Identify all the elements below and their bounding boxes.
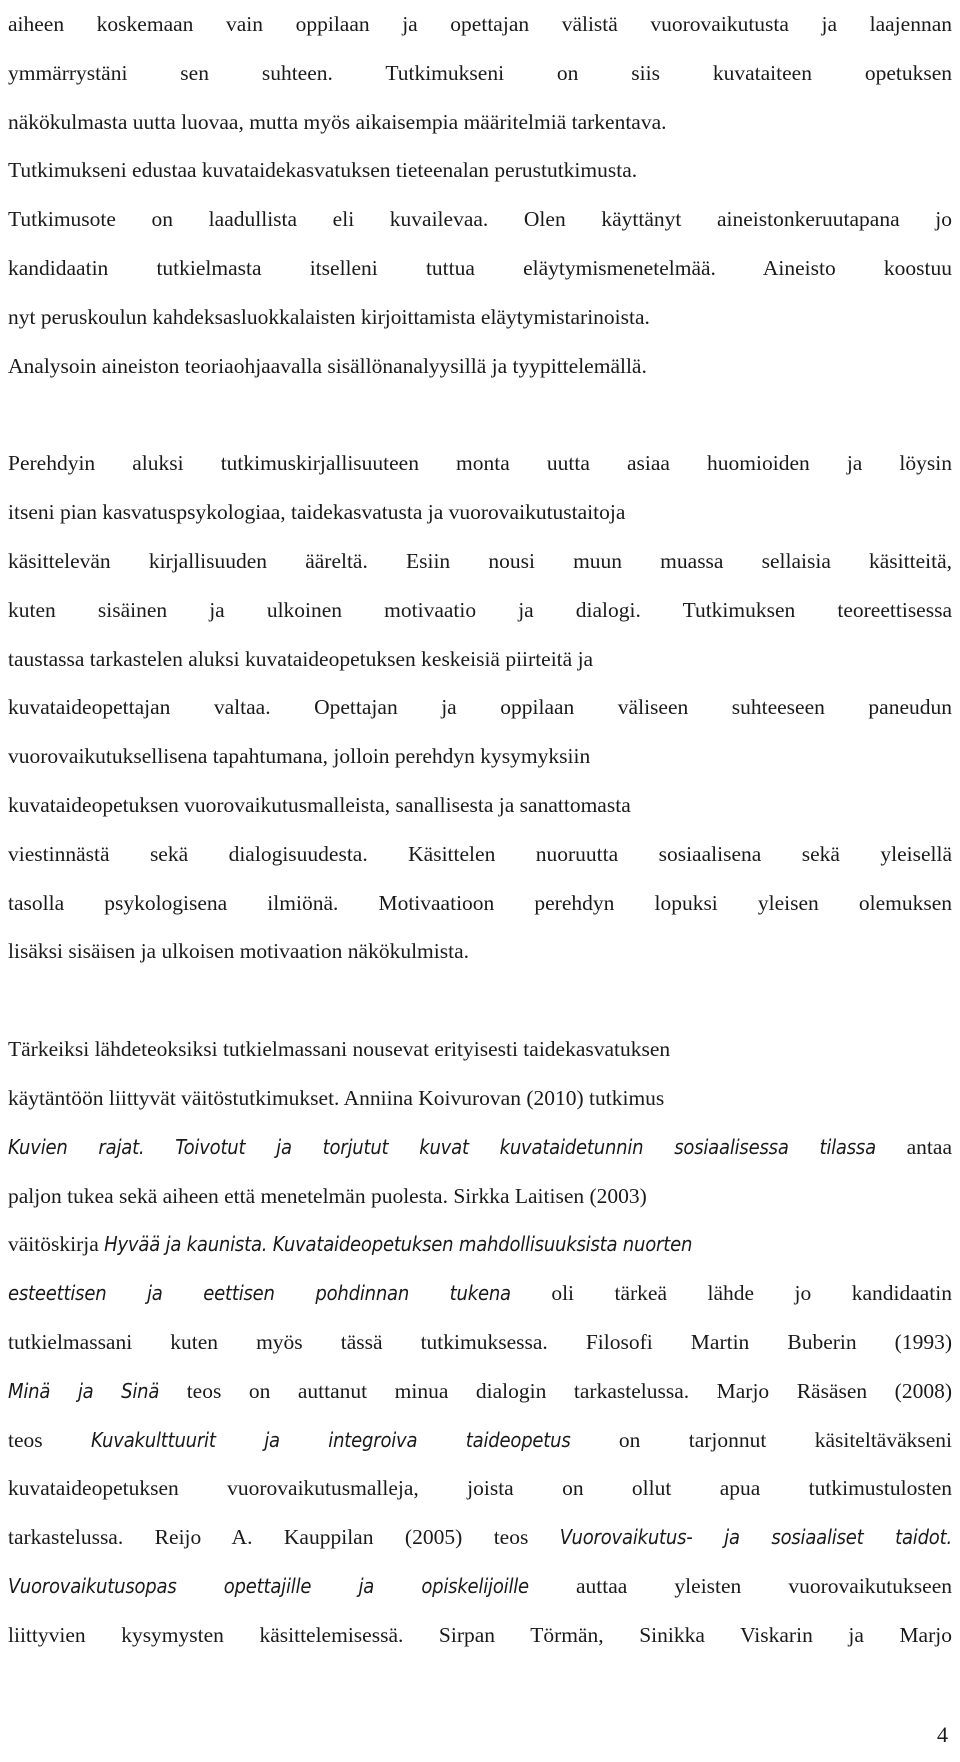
text-line <box>8 244 952 293</box>
text-line <box>8 195 952 244</box>
text-line <box>8 49 952 98</box>
document-page <box>8 0 952 1660</box>
text-line <box>8 781 952 830</box>
text-line <box>8 1123 952 1172</box>
paragraph <box>8 0 952 390</box>
text-run: lisäksi sisäisen ja ulkoisen motivaation näkökulmista. <box>8 939 470 964</box>
paragraph-gap <box>8 976 952 1025</box>
text-line <box>8 1074 952 1123</box>
text-run: Perehdyin aluksi tutkimuskirjallisuuteen monta uutta asiaa huomioiden ja löysin <box>8 451 952 476</box>
text-run: teos <box>8 1427 91 1452</box>
text-line <box>8 0 952 49</box>
text-run: kuvataideopetuksen vuorovaikutusmalleista, sanallisesta ja sanattomasta <box>8 792 631 817</box>
text-line <box>8 342 952 391</box>
text-run: liittyvien kysymysten käsittelemisessä. Sirpan Törmän, Sinikka Viskarin ja Marjo <box>8 1622 952 1647</box>
text-run: kuvataideopettajan valtaa. Opettajan ja oppilaan väliseen suhteeseen paneudun <box>8 695 952 720</box>
page-number: 4 <box>937 1722 948 1747</box>
paragraph <box>8 439 952 976</box>
text-line <box>8 1513 952 1562</box>
text-line <box>8 537 952 586</box>
text-line <box>8 1025 952 1074</box>
italic-title: Kuvakulttuurit ja integroiva taideopetus <box>90 1427 571 1452</box>
text-run: viestinnästä sekä dialogisuudesta. Käsittelen nuoruutta sosiaalisena sekä yleisellä <box>8 841 952 866</box>
text-run: käsittelevän kirjallisuuden ääreltä. Esiin nousi muun muassa sellaisia käsitteitä, <box>8 548 952 573</box>
text-line <box>8 488 952 537</box>
italic-title: Kuvien rajat. Toivotut ja torjutut kuvat kuvataidetunnin sosiaalisessa tilassa <box>8 1134 876 1159</box>
text-line <box>8 635 952 684</box>
text-run: taustassa tarkastelen aluksi kuvataideopetuksen keskeisiä piirteitä ja <box>8 646 594 671</box>
text-run: teos on auttanut minua dialogin tarkastelussa. Marjo Räsäsen (2008) <box>159 1378 952 1403</box>
text-line <box>8 1562 952 1611</box>
text-run: vuorovaikutuksellisena tapahtumana, jolloin perehdyn kysymyksiin <box>8 744 591 769</box>
text-run: Tutkimusote on laadullista eli kuvailevaa. Olen käyttänyt aineistonkeruutapana jo <box>8 207 952 232</box>
text-line <box>8 1367 952 1416</box>
text-run: väitöskirja <box>8 1232 105 1257</box>
paragraph <box>8 1025 952 1659</box>
text-line <box>8 1172 952 1221</box>
text-run: Tärkeiksi lähdeteoksiksi tutkielmassani nousevat erityisesti taidekasvatuksen <box>8 1037 671 1062</box>
text-run: kuvataideopetuksen vuorovaikutusmalleja, joista on ollut apua tutkimustulosten <box>8 1476 952 1501</box>
text-run: antaa <box>875 1134 952 1159</box>
document-body <box>8 0 952 1660</box>
text-line <box>8 1269 952 1318</box>
text-run: itseni pian kasvatuspsykologiaa, taidekasvatusta ja vuorovaikutustaitoja <box>8 500 626 525</box>
italic-title: Vuorovaikutus- ja sosiaaliset taidot. <box>559 1525 952 1550</box>
text-line <box>8 1220 952 1269</box>
text-run: kuten sisäinen ja ulkoinen motivaatio ja dialogi. Tutkimuksen teoreettisessa <box>8 597 952 622</box>
text-line <box>8 1464 952 1513</box>
paragraph-gap <box>8 390 952 439</box>
text-line <box>8 830 952 879</box>
text-run: näkökulmasta uutta luovaa, mutta myös aikaisempia määritelmiä tarkentava. <box>8 109 667 134</box>
text-line <box>8 927 952 976</box>
text-run: tasolla psykologisena ilmiönä. Motivaatioon perehdyn lopuksi yleisen olemuksen <box>8 890 952 915</box>
text-run: kandidaatin tutkielmasta itselleni tuttua eläytymismenetelmää. Aineisto koostuu <box>8 255 952 280</box>
italic-title: Vuorovaikutusopas opettajille ja opiskelijoille <box>8 1573 529 1598</box>
text-run: tarkastelussa. Reijo A. Kauppilan (2005) teos <box>8 1525 560 1550</box>
text-line <box>8 293 952 342</box>
text-line <box>8 146 952 195</box>
text-line <box>8 586 952 635</box>
text-run: Analysoin aineiston teoriaohjaavalla sisällönanalyysillä ja tyypittelemällä. <box>8 353 647 378</box>
text-line <box>8 1611 952 1660</box>
text-run: käytäntöön liittyvät väitöstutkimukset. Anniina Koivurovan (2010) tutkimus <box>8 1085 665 1110</box>
text-line <box>8 732 952 781</box>
text-run: aiheen koskemaan vain oppilaan ja opettajan välistä vuorovaikutusta ja laajennan <box>8 12 952 36</box>
text-run: Tutkimukseni edustaa kuvataidekasvatuksen tieteenalan perustutkimusta. <box>8 158 638 183</box>
text-run: paljon tukea sekä aiheen että menetelmän puolesta. Sirkka Laitisen (2003) <box>8 1183 647 1208</box>
italic-title: Minä ja Sinä <box>8 1378 160 1403</box>
text-line <box>8 879 952 928</box>
text-line <box>8 1318 952 1367</box>
text-run: tutkielmassani kuten myös tässä tutkimuksessa. Filosofi Martin Buberin (1993) <box>8 1329 952 1354</box>
text-run: auttaa yleisten vuorovaikutukseen <box>528 1573 952 1598</box>
text-run: nyt peruskoulun kahdeksasluokkalaisten kirjoittamista eläytymistarinoista. <box>8 304 650 329</box>
text-line <box>8 1416 952 1465</box>
text-line <box>8 439 952 488</box>
text-line <box>8 683 952 732</box>
text-run: on tarjonnut käsiteltäväkseni <box>570 1427 953 1452</box>
italic-title: Hyvää ja kaunista. Kuvataideopetuksen mahdollisuuksista nuorten <box>104 1232 693 1257</box>
italic-title: esteettisen ja eettisen pohdinnan tukena <box>8 1281 511 1306</box>
text-run: ymmärrystäni sen suhteen. Tutkimukseni on siis kuvataiteen opetuksen <box>8 60 952 85</box>
text-run: oli tärkeä lähde jo kandidaatin <box>510 1281 952 1306</box>
text-line <box>8 98 952 147</box>
